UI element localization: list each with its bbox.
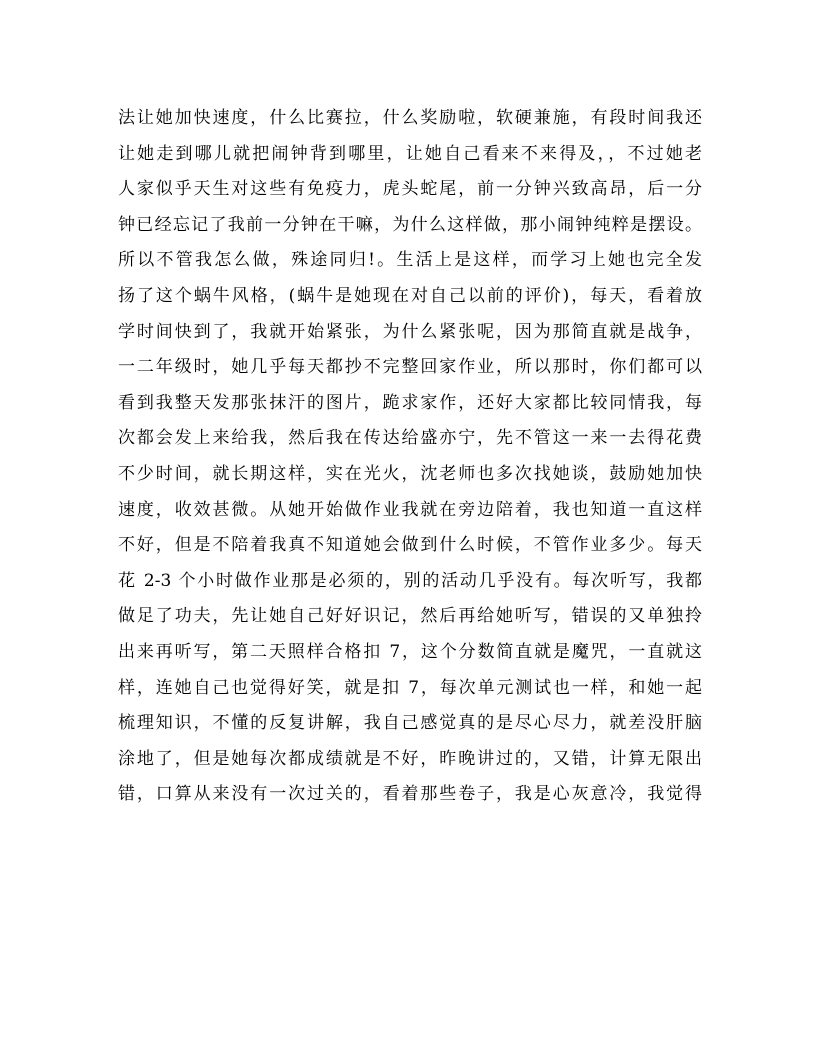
text-line: 做足了功夫，先让她自己好好识记，然后再给她听写，错误的又单独拎 — [118, 606, 702, 627]
text-line: 看到我整天发那张抹汗的图片，跪求家作，还好大家都比较同情我，每 — [118, 392, 702, 413]
text-line: 一二年级时，她几乎每天都抄不完整回家作业，所以那时，你们都可以 — [118, 357, 702, 378]
text-line: 钟已经忘记了我前一分钟在干嘛，为什么这样做，那小闹钟纯粹是摆设。 — [118, 214, 702, 235]
text-line: 次都会发上来给我，然后我在传达给盛亦宁，先不管这一来一去得花费 — [118, 428, 702, 449]
text-line: 花 2-3 个小时做作业那是必须的，别的活动几乎没有。每次听写，我都 — [118, 570, 702, 591]
text-line: 让她走到哪儿就把闹钟背到哪里，让她自己看来不来得及，，不过她老 — [118, 143, 702, 164]
text-line: 所以不管我怎么做，殊途同归!。生活上是这样，而学习上她也完全发 — [118, 250, 702, 271]
text-line: 法让她加快速度，什么比赛拉，什么奖励啦，软硬兼施，有段时间我还 — [118, 108, 702, 128]
text-line: 错，口算从来没有一次过关的，看着那些卷子，我是心灰意冷，我觉得 — [118, 784, 702, 805]
text-line: 速度，收效甚微。从她开始做作业我就在旁边陪着，我也知道一直这样 — [118, 499, 702, 520]
body-text — [118, 101, 702, 813]
text-line: 不好，但是不陪着我真不知道她会做到什么时候，不管作业多少。每天 — [118, 535, 702, 556]
text-line: 涂地了，但是她每次都成绩就是不好，昨晚讲过的，又错，计算无限出 — [118, 748, 702, 769]
text-line: 出来再听写，第二天照样合格扣 7，这个分数简直就是魔咒，一直就这 — [118, 641, 702, 662]
text-line: 样，连她自己也觉得好笑，就是扣 7，每次单元测试也一样，和她一起 — [118, 677, 702, 698]
text-line: 扬了这个蜗牛风格，(蜗牛是她现在对自己以前的评价)，每天，看着放 — [118, 285, 702, 306]
text-line: 不少时间，就长期这样，实在光火，沈老师也多次找她谈，鼓励她加快 — [118, 463, 702, 484]
text-line: 学时间快到了，我就开始紧张，为什么紧张呢，因为那简直就是战争， — [118, 321, 702, 342]
text-line: 梳理知识，不懂的反复讲解，我自己感觉真的是尽心尽力，就差没肝脑 — [118, 713, 702, 734]
text-line: 人家似乎天生对这些有免疫力，虎头蛇尾，前一分钟兴致高昂，后一分 — [118, 179, 702, 200]
